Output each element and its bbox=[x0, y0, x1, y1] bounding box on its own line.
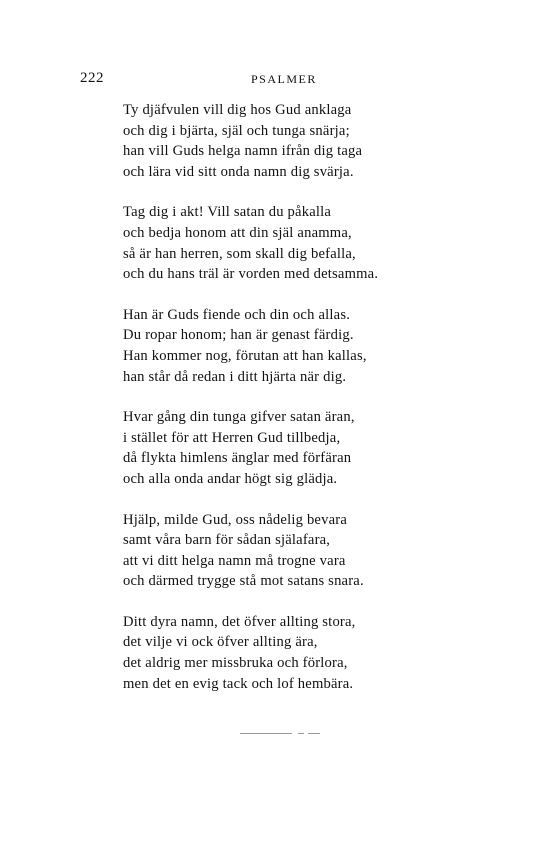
poem-line: han vill Guds helga namn ifrån dig taga bbox=[123, 143, 363, 160]
running-title: PSALMER bbox=[251, 72, 317, 86]
poem-line: och du hans träl är vorden med detsamma. bbox=[123, 266, 379, 283]
poem-line: Han kommer nog, förutan att han kallas, bbox=[123, 347, 367, 364]
poem-line: men det en evig tack och lof hembära. bbox=[123, 675, 354, 692]
stanza bbox=[123, 202, 523, 284]
poem-line: Du ropar honom; han är genast färdig. bbox=[123, 327, 354, 344]
end-rule-divider bbox=[240, 733, 320, 734]
poem-line: och lära vid sitt onda namn dig svärja. bbox=[123, 163, 354, 180]
stanza bbox=[123, 100, 523, 182]
poem-line: då flykta himlens änglar med förfäran bbox=[123, 450, 352, 467]
poem-line: Ty djäfvulen vill dig hos Gud anklaga bbox=[123, 102, 352, 118]
stanza bbox=[123, 407, 523, 489]
poem bbox=[123, 100, 523, 714]
page-header bbox=[0, 70, 544, 90]
poem-line: i stället för att Herren Gud tillbedja, bbox=[123, 429, 341, 446]
stanza bbox=[123, 612, 523, 694]
poem-line: Ditt dyra namn, det öfver allting stora, bbox=[123, 613, 356, 630]
poem-line: så är han herren, som skall dig befalla, bbox=[123, 245, 356, 262]
poem-line: och därmed trygge stå mot satans snara. bbox=[123, 573, 364, 590]
poem-line: Tag dig i akt! Vill satan du påkalla bbox=[123, 204, 332, 221]
poem-line: det vilje vi ock öfver allting ära, bbox=[123, 634, 318, 651]
poem-line: och bedja honom att din själ anamma, bbox=[123, 224, 352, 241]
poem-line: han står då redan i ditt hjärta när dig. bbox=[123, 368, 347, 385]
poem-line: samt våra barn för sådan själafara, bbox=[123, 532, 331, 549]
poem-line: Hjälp, milde Gud, oss nådelig bevara bbox=[123, 511, 348, 528]
poem-line: Han är Guds fiende och din och allas. bbox=[123, 306, 351, 323]
poem-line: och dig i bjärta, själ och tunga snärja; bbox=[123, 122, 350, 139]
poem-line: Hvar gång din tunga gifver satan äran, bbox=[123, 409, 355, 426]
stanza bbox=[123, 510, 523, 592]
poem-line: och alla onda andar högt sig glädja. bbox=[123, 470, 338, 487]
page-number: 222 bbox=[80, 70, 104, 86]
stanza bbox=[123, 305, 523, 387]
poem-line: att vi ditt helga namn må trogne vara bbox=[123, 552, 346, 569]
poem-line: det aldrig mer missbruka och förlora, bbox=[123, 655, 348, 672]
